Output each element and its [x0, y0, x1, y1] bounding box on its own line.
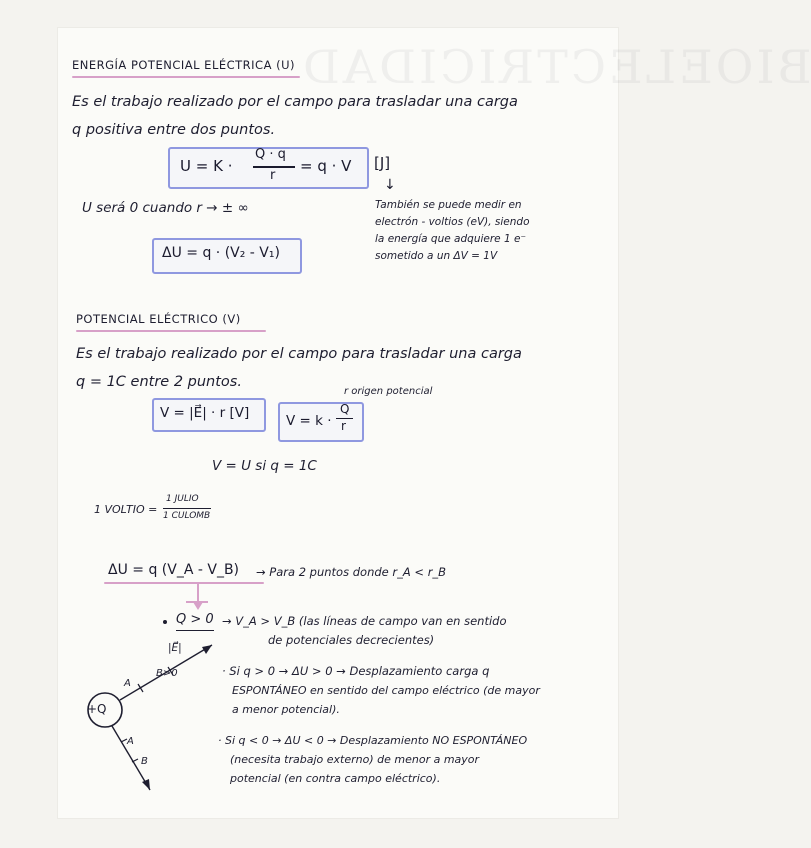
bleed-through-text: BIOELECTRICIDAD [300, 40, 811, 94]
formula-unit: [J] [374, 154, 391, 172]
arrowhead-icon [202, 645, 212, 654]
charge-label: +Q [87, 702, 107, 716]
intro-line: Es el trabajo realizado por el campo para trasladar una carga [72, 94, 518, 110]
bullet-label-q-positive: Q > 0 [176, 612, 214, 627]
note-line: electrón - voltios (eV), siendo [375, 216, 530, 228]
volt-numerator: 1 JULIO [166, 494, 199, 504]
formula-lhs: V = k · [286, 413, 332, 429]
bullet-text: · Si q > 0 → ΔU > 0 → Desplazamiento carga q [222, 664, 490, 678]
bullet-text: (necesita trabajo externo) de menor a mayor [230, 753, 480, 766]
v-equals-u-relation: V = U si q = 1C [212, 458, 317, 474]
point-label-a: A [127, 736, 134, 747]
heading-potencial-electrico: POTENCIAL ELÉCTRICO (V) [76, 312, 241, 326]
formula-denominator: r [270, 168, 276, 183]
volt-definition-lhs: 1 VOLTIO = [94, 503, 158, 516]
note-line: sometido a un ΔV = 1V [375, 250, 498, 262]
delta-u-points-formula: ΔU = q (V_A - V_B) [108, 562, 240, 578]
point-label-b: B [141, 756, 148, 767]
point-label-a: A [124, 678, 131, 689]
arrowhead-icon [142, 779, 150, 790]
zero-condition: U será 0 cuando r → ± ∞ [82, 200, 249, 216]
bullet-text: · Si q < 0 → ΔU < 0 → Desplazamiento NO ESPONTÁNEO [218, 734, 528, 747]
delta-u-note: → Para 2 puntos donde r_A < r_B [256, 565, 447, 579]
formula-numerator: Q · q [255, 147, 286, 162]
bullet-text: ESPONTÁNEO en sentido del campo eléctrico (de mayor [232, 684, 540, 697]
pink-pointer-arrow-icon [186, 584, 208, 610]
note-line: También se puede medir en [375, 199, 522, 211]
bullet-text: de potenciales decrecientes) [268, 633, 435, 647]
intro-line: q positiva entre dos puntos. [72, 122, 276, 138]
formula-lhs: U = K · [180, 157, 233, 175]
formula-denominator: r [341, 419, 346, 433]
bullet-text: a menor potencial). [232, 703, 340, 716]
note-line: la energía que adquiere 1 e⁻ [375, 233, 526, 245]
volt-denominator: 1 CULOMB [163, 511, 211, 521]
heading-energia-potencial: ENERGÍA POTENCIAL ELÉCTRICA (U) [72, 58, 295, 72]
formula-rhs: = q · V [300, 157, 352, 175]
point-label-b: B>0 [156, 668, 178, 679]
potential-formula: V = |E⃗| · r [V] [160, 405, 250, 421]
delta-u-formula: ΔU = q · (V₂ - V₁) [162, 245, 280, 261]
bullet-text: → V_A > V_B (las líneas de campo van en sentido [222, 614, 507, 628]
intro-line: Es el trabajo realizado por el campo para trasladar una carga [76, 346, 522, 362]
origin-note: r origen potencial [344, 386, 433, 397]
formula-numerator: Q [340, 402, 350, 416]
intro-line: q = 1C entre 2 puntos. [76, 374, 242, 390]
down-arrow-icon: ↓ [384, 177, 396, 193]
bullet-text: potencial (en contra campo eléctrico). [230, 772, 441, 785]
field-label: |E⃗| [168, 642, 182, 654]
